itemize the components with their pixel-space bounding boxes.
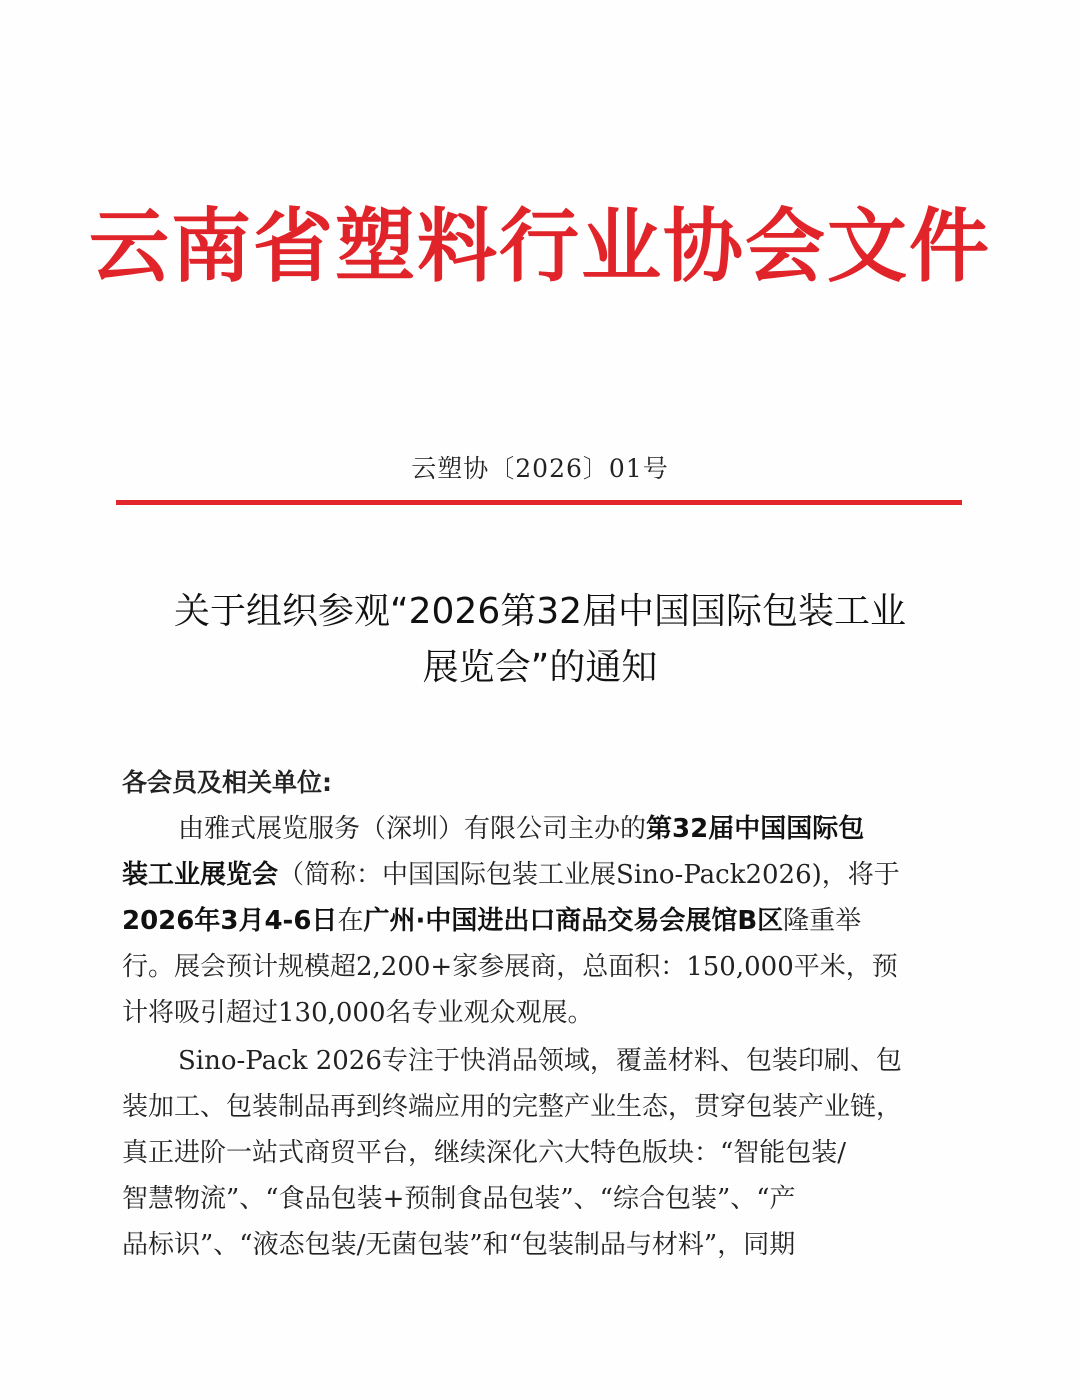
org-masthead: 云南省塑料行业协会文件 — [89, 199, 991, 293]
p1-exhibition-name: 第32届中国国际包 — [646, 814, 865, 844]
p1-text: 由雅式展览服务（深圳）有限公司主办的 — [178, 814, 647, 844]
notice-body — [122, 760, 962, 1268]
p1-exhibition-name-cont: 装工业展览会 — [122, 860, 279, 890]
red-divider — [116, 500, 962, 505]
p1-venue: 广州·中国进出口商品交易会展馆B区 — [363, 906, 784, 936]
paragraph-1-line-1 — [122, 806, 962, 852]
paragraph-1-line-3 — [122, 898, 962, 944]
paragraph-1-line-2 — [122, 852, 962, 898]
salutation: 各会员及相关单位: — [122, 768, 332, 797]
document-number: 云塑协〔2026〕01号 — [411, 454, 669, 483]
notice-title-line-2: 展览会”的通知 — [422, 647, 658, 688]
p1-date: 2026年3月4-6日 — [122, 906, 338, 936]
paragraph-2-line-1: Sino-Pack 2026专注于快消品领域，覆盖材料、包装印刷、包 — [178, 1046, 902, 1076]
paragraph-1-line-5: 计将吸引超过130,000名专业观众观展。 — [122, 998, 594, 1028]
p1-text: 在 — [337, 906, 364, 936]
notice-title-line-1: 关于组织参观“2026第32届中国国际包装工业 — [173, 591, 907, 632]
p1-text: 隆重举 — [783, 906, 862, 936]
paragraph-2-line-2: 装加工、包装制品再到终端应用的完整产业生态，贯穿包装产业链， — [122, 1092, 903, 1122]
paragraph-2-line-3: 真正进阶一站式商贸平台，继续深化六大特色版块：“智能包装/ — [122, 1138, 847, 1168]
paragraph-2-line-4: 智慧物流”、“食品包装+预制食品包装”、“综合包装”、“产 — [122, 1184, 796, 1214]
paragraph-2-line-5: 品标识”、“液态包装/无菌包装”和“包装制品与材料”，同期 — [122, 1230, 796, 1260]
paragraph-1-line-4: 行。展会预计规模超2,200+家参展商，总面积：150,000平米，预 — [122, 952, 898, 982]
p1-text: （简称：中国国际包装工业展Sino-Pack2026)，将于 — [278, 860, 900, 890]
notice-title — [0, 584, 1080, 696]
